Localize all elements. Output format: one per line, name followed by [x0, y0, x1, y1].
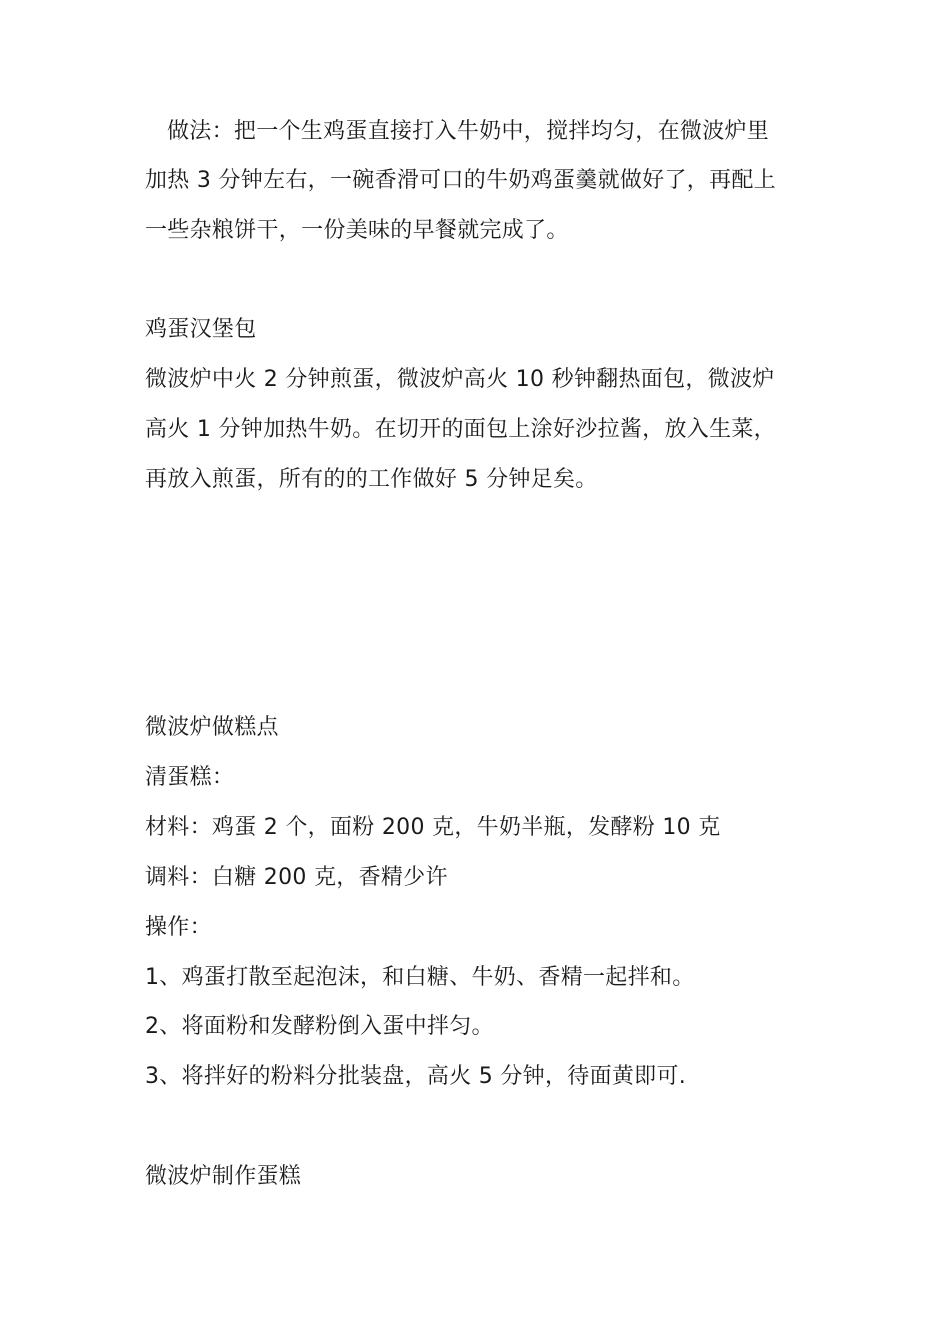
pastry-subtitle: 清蛋糕： [145, 765, 235, 790]
method-line-3: 一些杂粮饼干，一份美味的早餐就完成了。 [145, 218, 569, 243]
burger-title: 鸡蛋汉堡包 [145, 317, 257, 342]
burger-line-3: 再放入煎蛋，所有的的工作做好 5 分钟足矣。 [145, 467, 598, 492]
cake-title: 微波炉制作蛋糕 [145, 1164, 302, 1189]
pastry-seasoning: 调料：白糖 200 克，香精少许 [145, 865, 448, 890]
pastry-operation-label: 操作： [145, 915, 212, 940]
method-line-2: 加热 3 分钟左右，一碗香滑可口的牛奶鸡蛋羹就做好了，再配上 [145, 168, 776, 193]
method-line-1: 做法：把一个生鸡蛋直接打入牛奶中，搅拌均匀，在微波炉里 [167, 119, 770, 144]
pastry-step-3: 3、将拌好的粉料分批装盘，高火 5 分钟，待面黄即可. [145, 1064, 687, 1089]
pastry-title: 微波炉做糕点 [145, 715, 279, 740]
burger-line-1: 微波炉中火 2 分钟煎蛋，微波炉高火 10 秒钟翻热面包，微波炉 [145, 367, 775, 392]
pastry-materials: 材料：鸡蛋 2 个，面粉 200 克，牛奶半瓶，发酵粉 10 克 [145, 815, 721, 840]
pastry-step-2: 2、将面粉和发酵粉倒入蛋中拌匀。 [145, 1014, 494, 1039]
burger-line-2: 高火 1 分钟加热牛奶。在切开的面包上涂好沙拉酱，放入生菜， [145, 417, 776, 442]
pastry-step-1: 1、鸡蛋打散至起泡沫，和白糖、牛奶、香精一起拌和。 [145, 965, 695, 990]
